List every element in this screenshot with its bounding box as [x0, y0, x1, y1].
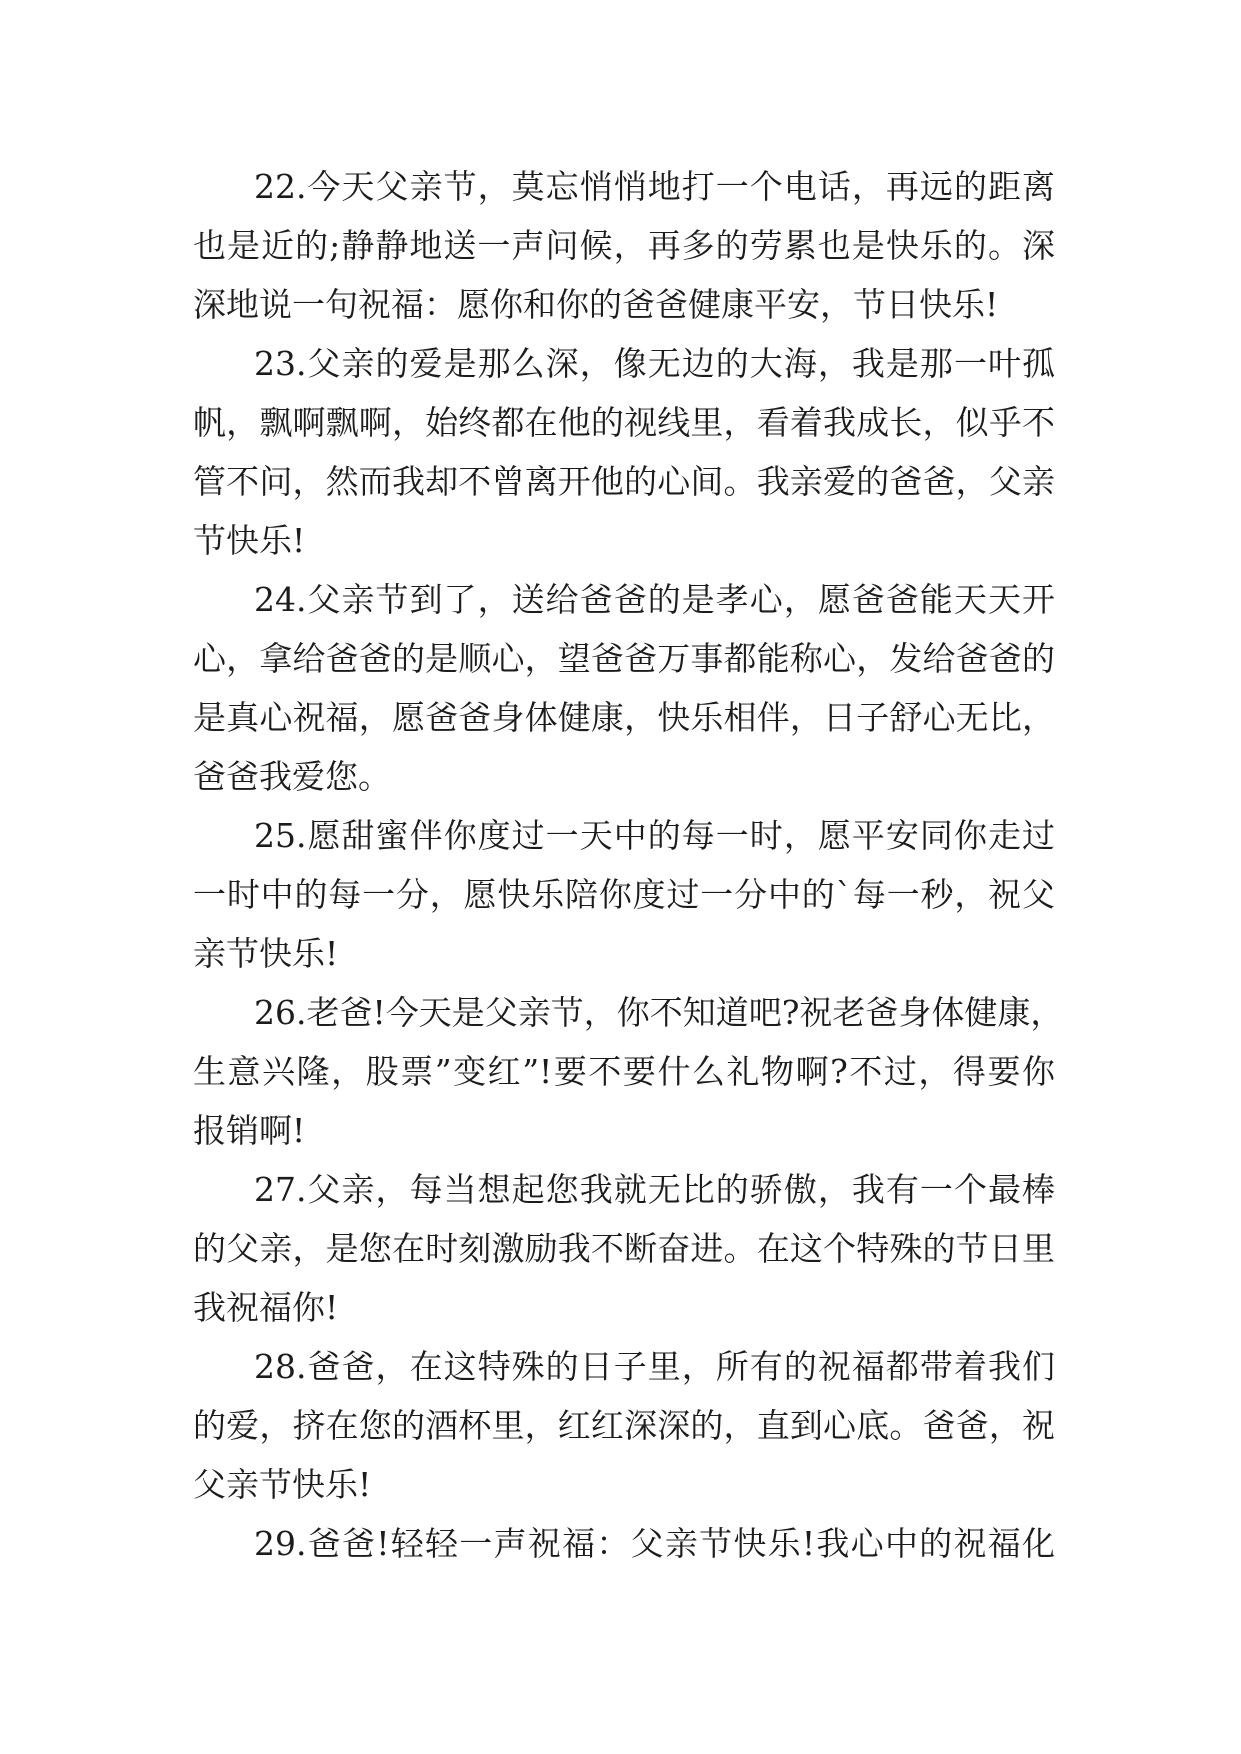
paragraph-line: 帆，飘啊飘啊，始终都在他的视线里，看着我成长，似乎不: [193, 403, 1055, 442]
paragraph-line: 22.今天父亲节，莫忘悄悄地打一个电话，再远的距离: [254, 167, 1055, 206]
paragraph-line: 管不问，然而我却不曾离开他的心间。我亲爱的爸爸，父亲: [193, 462, 1055, 501]
paragraph-line: 我祝福你!: [193, 1288, 339, 1327]
paragraph-line: 也是近的;静静地送一声问候，再多的劳累也是快乐的。深: [193, 226, 1055, 265]
paragraph-line: 28.爸爸，在这特殊的日子里，所有的祝福都带着我们: [254, 1347, 1055, 1386]
paragraph-line: 29.爸爸!轻轻一声祝福：父亲节快乐!我心中的祝福化: [254, 1524, 1055, 1563]
paragraph-28: [193, 1337, 1055, 1514]
paragraph-23: [193, 334, 1055, 570]
paragraph-line: 25.愿甜蜜伴你度过一天中的每一时，愿平安同你走过: [254, 816, 1055, 855]
paragraph-line: 报销啊!: [193, 1111, 306, 1150]
paragraph-29: [193, 1514, 1055, 1573]
document-body: [193, 157, 1064, 1573]
paragraph-line: 亲节快乐!: [193, 934, 339, 973]
paragraph-24: [193, 570, 1055, 806]
paragraph-25: [193, 806, 1055, 983]
paragraph-line: 一时中的每一分，愿快乐陪你度过一分中的`每一秒，祝父: [193, 875, 1055, 914]
paragraph-line: 爸爸我爱您。: [193, 757, 391, 796]
paragraph-line: 27.父亲，每当想起您我就无比的骄傲，我有一个最棒: [254, 1170, 1055, 1209]
paragraph-26: [193, 983, 1064, 1160]
paragraph-line: 生意兴隆，股票”变红”!要不要什么礼物啊?不过，得要你: [193, 1052, 1055, 1091]
paragraph-line: 26.老爸!今天是父亲节，你不知道吧?祝老爸身体健康，: [254, 993, 1064, 1032]
paragraph-line: 的父亲，是您在时刻激励我不断奋进。在这个特殊的节日里: [193, 1229, 1055, 1268]
paragraph-line: 的爱，挤在您的酒杯里，红红深深的，直到心底。爸爸，祝: [193, 1406, 1055, 1445]
paragraph-27: [193, 1160, 1055, 1337]
paragraph-line: 24.父亲节到了，送给爸爸的是孝心，愿爸爸能天天开: [254, 580, 1055, 619]
paragraph-line: 节快乐!: [193, 521, 306, 560]
paragraph-line: 是真心祝福，愿爸爸身体健康，快乐相伴，日子舒心无比，: [193, 698, 1055, 737]
paragraph-line: 父亲节快乐!: [193, 1465, 372, 1504]
paragraph-line: 心，拿给爸爸的是顺心，望爸爸万事都能称心，发给爸爸的: [193, 639, 1055, 678]
paragraph-22: [193, 157, 1055, 334]
paragraph-line: 23.父亲的爱是那么深，像无边的大海，我是那一叶孤: [254, 344, 1055, 383]
paragraph-line: 深地说一句祝福：愿你和你的爸爸健康平安，节日快乐!: [193, 285, 999, 324]
